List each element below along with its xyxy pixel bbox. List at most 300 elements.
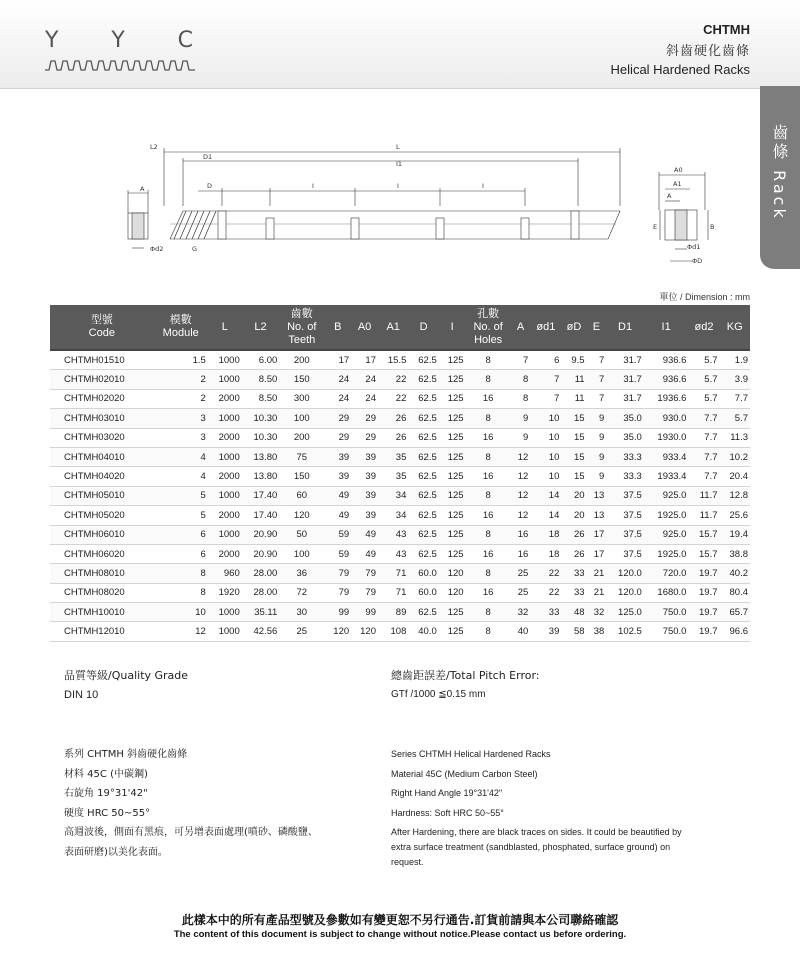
- table-cell: 39: [351, 447, 378, 466]
- table-cell: 16: [466, 389, 511, 408]
- table-cell: 7.7: [688, 447, 719, 466]
- table-cell: 19.7: [688, 564, 719, 583]
- table-cell: 7: [587, 350, 607, 370]
- column-header: [644, 305, 689, 350]
- table-cell: 200: [279, 350, 324, 370]
- table-row: [50, 350, 750, 370]
- table-cell: 72: [279, 583, 324, 602]
- title-english: Helical Hardened Racks: [610, 62, 750, 77]
- table-cell: 125: [439, 525, 466, 544]
- table-cell: 28.00: [242, 564, 280, 583]
- dim-label-L: L: [396, 143, 400, 151]
- table-cell: 28.00: [242, 583, 280, 602]
- table-cell: 34: [378, 486, 408, 505]
- product-code-cell: CHTMH04020: [50, 467, 154, 486]
- table-cell: 300: [279, 389, 324, 408]
- table-cell: 14: [530, 486, 561, 505]
- table-cell: 43: [378, 544, 408, 563]
- column-header-text: KG: [726, 320, 743, 333]
- table-cell: 59: [324, 544, 351, 563]
- table-cell: 8: [466, 409, 511, 428]
- table-cell: 8: [466, 486, 511, 505]
- drawing-label-B: B: [710, 223, 715, 231]
- table-cell: 936.6: [644, 350, 689, 370]
- table-cell: 71: [378, 583, 408, 602]
- spec-en-line: Hardness: Soft HRC 50~55°: [391, 807, 504, 818]
- table-cell: 1000: [208, 622, 242, 641]
- table-cell: 108: [378, 622, 408, 641]
- table-cell: 40: [511, 622, 531, 641]
- table-cell: 48: [561, 603, 586, 622]
- table-cell: 38.8: [720, 544, 751, 563]
- drawing-label-A0: A0: [674, 166, 683, 174]
- column-header: [324, 305, 351, 350]
- table-cell: 12: [511, 506, 531, 525]
- table-cell: 720.0: [644, 564, 689, 583]
- table-cell: 37.5: [606, 525, 644, 544]
- table-cell: 7: [530, 370, 561, 389]
- drawing-label-d2: Φd2: [150, 245, 164, 253]
- table-cell: 39: [530, 622, 561, 641]
- table-cell: 33: [561, 564, 586, 583]
- table-cell: 62.5: [408, 544, 438, 563]
- spec-cn-line: 高週波後，側面有黑痕，可另增表面處理(噴砂、磷酸鹽、: [64, 827, 318, 839]
- column-header-text: 模數: [169, 314, 192, 326]
- table-cell: 933.4: [644, 447, 689, 466]
- table-cell: 62.5: [408, 428, 438, 447]
- table-cell: 8.50: [242, 389, 280, 408]
- product-code-cell: CHTMH02020: [50, 389, 154, 408]
- table-cell: 79: [324, 564, 351, 583]
- column-header: [530, 305, 561, 350]
- column-header-text: A0: [357, 320, 372, 333]
- table-cell: 9: [587, 467, 607, 486]
- dimension-labels: [150, 143, 484, 190]
- product-code-cell: CHTMH06020: [50, 544, 154, 563]
- table-cell: 8: [466, 622, 511, 641]
- table-cell: 16: [466, 467, 511, 486]
- table-cell: 120.0: [606, 583, 644, 602]
- table-cell: 29: [324, 428, 351, 447]
- table-cell: 36: [279, 564, 324, 583]
- table-cell: 11.7: [688, 486, 719, 505]
- spec-notes-english: [391, 745, 682, 870]
- table-cell: 10.2: [720, 447, 751, 466]
- table-cell: 24: [324, 370, 351, 389]
- table-row: [50, 622, 750, 641]
- table-cell: 4: [154, 447, 208, 466]
- table-cell: 10: [530, 409, 561, 428]
- rack-logo-icon: [45, 58, 195, 72]
- table-row: [50, 506, 750, 525]
- table-cell: 39: [324, 447, 351, 466]
- table-cell: 125: [439, 467, 466, 486]
- table-cell: 13: [587, 506, 607, 525]
- table-cell: 35.0: [606, 409, 644, 428]
- table-cell: 33: [561, 583, 586, 602]
- table-cell: 29: [324, 409, 351, 428]
- table-cell: 125: [439, 447, 466, 466]
- table-cell: 62.5: [408, 370, 438, 389]
- table-cell: 100: [279, 409, 324, 428]
- table-cell: 24: [324, 389, 351, 408]
- table-cell: 11: [561, 370, 586, 389]
- table-cell: 29: [351, 428, 378, 447]
- drawing-label-A-left: A: [140, 185, 145, 193]
- table-row: [50, 389, 750, 408]
- table-cell: 62.5: [408, 447, 438, 466]
- table-body: [50, 350, 750, 641]
- table-cell: 125: [439, 486, 466, 505]
- table-row: [50, 370, 750, 389]
- table-cell: 12: [511, 467, 531, 486]
- table-row: [50, 583, 750, 602]
- table-cell: 18: [530, 525, 561, 544]
- table-cell: 15: [561, 467, 586, 486]
- footer-notice-english: The content of this document is subject to change without notice.Please contact us before ordering.: [173, 929, 627, 940]
- table-header-row: [50, 305, 750, 350]
- table-cell: 7: [587, 370, 607, 389]
- table-cell: 13: [587, 486, 607, 505]
- table-row: [50, 486, 750, 505]
- table-cell: 8: [511, 370, 531, 389]
- title-chinese: 斜齒硬化齒條: [665, 44, 750, 59]
- table-cell: 750.0: [644, 622, 689, 641]
- table-cell: 125: [439, 370, 466, 389]
- table-cell: 10.30: [242, 409, 280, 428]
- table-cell: 5.7: [688, 370, 719, 389]
- spec-cn-line: 硬度 HRC 50~55°: [64, 807, 151, 819]
- table-cell: 13.80: [242, 467, 280, 486]
- table-cell: 1000: [208, 525, 242, 544]
- table-cell: 1936.6: [644, 389, 689, 408]
- table-cell: 16: [466, 428, 511, 447]
- column-header-text: I: [450, 320, 454, 333]
- table-cell: 16: [466, 506, 511, 525]
- rack-technical-drawing: [0, 136, 800, 281]
- table-cell: 8: [154, 564, 208, 583]
- dimension-lines: [164, 148, 620, 206]
- table-cell: 35: [378, 447, 408, 466]
- table-cell: 26: [561, 544, 586, 563]
- table-cell: 33: [530, 603, 561, 622]
- brand-logo: [45, 28, 195, 78]
- product-code-cell: CHTMH04010: [50, 447, 154, 466]
- table-cell: 99: [324, 603, 351, 622]
- table-cell: 125: [439, 428, 466, 447]
- table-cell: 19.7: [688, 583, 719, 602]
- table-cell: 35.0: [606, 428, 644, 447]
- table-cell: 34: [378, 506, 408, 525]
- table-cell: 6: [154, 525, 208, 544]
- table-cell: 11.7: [688, 506, 719, 525]
- table-cell: 8.50: [242, 370, 280, 389]
- spec-en-line: Material 45C (Medium Carbon Steel): [391, 768, 538, 779]
- table-cell: 39: [351, 467, 378, 486]
- table-cell: 11: [561, 389, 586, 408]
- table-cell: 1000: [208, 603, 242, 622]
- column-header: [466, 305, 511, 350]
- table-cell: 20: [561, 486, 586, 505]
- spec-en-line: extra surface treatment (sandblasted, phosphated, surface ground) on: [391, 842, 671, 853]
- table-cell: 10: [530, 428, 561, 447]
- column-header-text: L2: [254, 320, 267, 333]
- table-cell: 120: [351, 622, 378, 641]
- table-cell: 15: [561, 409, 586, 428]
- table-cell: 16: [511, 544, 531, 563]
- dim-label-I-3: I: [482, 182, 484, 190]
- table-cell: 750.0: [644, 603, 689, 622]
- table-cell: 26: [378, 428, 408, 447]
- column-header-text: 齒數: [290, 307, 313, 320]
- table-cell: 15.7: [688, 525, 719, 544]
- table-cell: 62.5: [408, 486, 438, 505]
- table-cell: 150: [279, 467, 324, 486]
- table-cell: 25.6: [720, 506, 751, 525]
- table-cell: 125: [439, 506, 466, 525]
- column-header: [688, 305, 719, 350]
- table-cell: 19.7: [688, 603, 719, 622]
- table-cell: 17: [351, 350, 378, 370]
- table-cell: 37.5: [606, 486, 644, 505]
- table-cell: 960: [208, 564, 242, 583]
- table-cell: 9: [587, 428, 607, 447]
- table-cell: 1000: [208, 409, 242, 428]
- table-cell: 60.0: [408, 583, 438, 602]
- table-cell: 125.0: [606, 603, 644, 622]
- table-cell: 12.8: [720, 486, 751, 505]
- table-cell: 2000: [208, 389, 242, 408]
- table-cell: 2000: [208, 506, 242, 525]
- column-header: [242, 305, 280, 350]
- table-cell: 32: [587, 603, 607, 622]
- column-header: [606, 305, 644, 350]
- table-cell: 5.7: [688, 350, 719, 370]
- table-cell: 31.7: [606, 389, 644, 408]
- table-cell: 1000: [208, 370, 242, 389]
- table-cell: 6: [530, 350, 561, 370]
- table-cell: 1000: [208, 350, 242, 370]
- table-cell: 8: [466, 350, 511, 370]
- table-cell: 7: [530, 389, 561, 408]
- pitch-error-value: GTf /1000 ≦0.15 mm: [391, 689, 486, 700]
- table-cell: 5: [154, 486, 208, 505]
- table-cell: 2: [154, 389, 208, 408]
- column-header-text: Teeth: [288, 333, 316, 346]
- table-cell: 10: [530, 447, 561, 466]
- table-cell: 59: [324, 525, 351, 544]
- dim-label-I-2: I: [397, 182, 399, 190]
- column-header: [408, 305, 438, 350]
- table-cell: 5.7: [720, 409, 751, 428]
- table-cell: 20: [561, 506, 586, 525]
- product-code-cell: CHTMH08010: [50, 564, 154, 583]
- table-cell: 2000: [208, 467, 242, 486]
- column-header-text: Holes: [474, 333, 503, 346]
- logo-letter-1: Y: [45, 28, 61, 53]
- table-cell: 5: [154, 506, 208, 525]
- drawing-label-G: G: [192, 245, 198, 253]
- table-cell: 33.3: [606, 447, 644, 466]
- table-cell: 12: [511, 486, 531, 505]
- table-cell: 80.4: [720, 583, 751, 602]
- dim-label-I-1: I: [312, 182, 314, 190]
- table-cell: 21: [587, 583, 607, 602]
- dim-label-D: D: [207, 182, 213, 190]
- table-cell: 8: [466, 370, 511, 389]
- table-cell: 13.80: [242, 447, 280, 466]
- column-header-text: B: [334, 320, 342, 333]
- table-cell: 1920: [208, 583, 242, 602]
- table-cell: 20.90: [242, 544, 280, 563]
- table-cell: 37.5: [606, 544, 644, 563]
- table-cell: 40.0: [408, 622, 438, 641]
- spec-en-line: After Hardening, there are black traces on sides. It could be beautified by: [391, 827, 682, 838]
- product-code-cell: CHTMH02010: [50, 370, 154, 389]
- table-cell: 120: [439, 564, 466, 583]
- table-cell: 33.3: [606, 467, 644, 486]
- table-cell: 10: [154, 603, 208, 622]
- table-cell: 936.6: [644, 370, 689, 389]
- table-cell: 26: [561, 525, 586, 544]
- table-cell: 15.7: [688, 544, 719, 563]
- table-row: [50, 409, 750, 428]
- table-cell: 60: [279, 486, 324, 505]
- logo-letter-2: Y: [111, 28, 127, 53]
- product-code-cell: CHTMH12010: [50, 622, 154, 641]
- table-row: [50, 603, 750, 622]
- table-cell: 10.30: [242, 428, 280, 447]
- table-cell: 62.5: [408, 506, 438, 525]
- drawing-label-A-right: A: [667, 192, 672, 200]
- table-cell: 25: [511, 583, 531, 602]
- table-cell: 8: [466, 564, 511, 583]
- table-cell: 29: [351, 409, 378, 428]
- table-cell: 120: [324, 622, 351, 641]
- table-cell: 2000: [208, 428, 242, 447]
- table-cell: 1930.0: [644, 428, 689, 447]
- table-cell: 31.7: [606, 350, 644, 370]
- table-cell: 1925.0: [644, 506, 689, 525]
- table-cell: 49: [351, 544, 378, 563]
- table-cell: 12: [154, 622, 208, 641]
- table-cell: 1925.0: [644, 544, 689, 563]
- spec-en-line: Right Hand Angle 19°31'42": [391, 788, 503, 799]
- column-header-text: D1: [618, 320, 633, 333]
- pitch-error-block: [391, 667, 540, 700]
- table-cell: 62.5: [408, 525, 438, 544]
- series-code: CHTMH: [703, 22, 750, 37]
- table-cell: 32: [511, 603, 531, 622]
- table-cell: 3: [154, 428, 208, 447]
- table-cell: 125: [439, 409, 466, 428]
- footer-notice-chinese: 此樣本中的所有產品型號及參數如有變更恕不另行通告.訂貨前請與本公司聯絡確認: [181, 913, 619, 927]
- column-header: [511, 305, 531, 350]
- table-cell: 3.9: [720, 370, 751, 389]
- page-footer: [0, 911, 800, 940]
- rack-side-view-right: [659, 172, 708, 261]
- table-cell: 8: [511, 389, 531, 408]
- table-cell: 39: [324, 467, 351, 486]
- table-cell: 200: [279, 428, 324, 447]
- spec-cn-line: 右旋角 19°31'42": [64, 788, 148, 800]
- table-row: [50, 544, 750, 563]
- table-cell: 120.0: [606, 564, 644, 583]
- table-cell: 22: [530, 564, 561, 583]
- table-cell: 49: [351, 525, 378, 544]
- column-header-text: No. of: [473, 320, 503, 333]
- table-cell: 24: [351, 389, 378, 408]
- column-header-text: A: [516, 320, 525, 333]
- spec-cn-line: 材料 45C (中碳鋼): [64, 768, 148, 780]
- table-cell: 35: [378, 467, 408, 486]
- column-header: [720, 305, 751, 350]
- table-cell: 925.0: [644, 525, 689, 544]
- column-header: [439, 305, 466, 350]
- column-header: [378, 305, 408, 350]
- table-cell: 71: [378, 564, 408, 583]
- table-cell: 17.40: [242, 486, 280, 505]
- table-cell: 62.5: [408, 389, 438, 408]
- table-cell: 21: [587, 564, 607, 583]
- table-cell: 7.7: [720, 389, 751, 408]
- table-cell: 1680.0: [644, 583, 689, 602]
- table-cell: 11.3: [720, 428, 751, 447]
- quality-grade-block: [64, 667, 188, 701]
- side-tab-label: 齒條 Rack: [770, 124, 789, 221]
- unit-note: 單位 / Dimension : mm: [659, 292, 750, 302]
- table-cell: 1000: [208, 486, 242, 505]
- table-cell: 120: [279, 506, 324, 525]
- table-row: [50, 564, 750, 583]
- quality-grade-value: DIN 10: [64, 689, 99, 701]
- table-cell: 930.0: [644, 409, 689, 428]
- table-row: [50, 428, 750, 447]
- drawing-label-A1: A1: [673, 180, 682, 188]
- table-cell: 25: [279, 622, 324, 641]
- table-cell: 22: [530, 583, 561, 602]
- table-cell: 8: [466, 603, 511, 622]
- table-cell: 125: [439, 544, 466, 563]
- table-cell: 38: [587, 622, 607, 641]
- table-cell: 1.9: [720, 350, 751, 370]
- specification-table: [50, 305, 750, 642]
- table-cell: 2: [154, 370, 208, 389]
- table-cell: 79: [351, 583, 378, 602]
- table-cell: 43: [378, 525, 408, 544]
- table-row: [50, 525, 750, 544]
- table-cell: 7.7: [688, 467, 719, 486]
- table-cell: 22: [378, 389, 408, 408]
- table-cell: 9: [511, 409, 531, 428]
- rack-body: [170, 211, 620, 239]
- logo-letter-3: C: [177, 28, 195, 53]
- product-code-cell: CHTMH03010: [50, 409, 154, 428]
- page-header: [0, 0, 800, 89]
- table-cell: 8: [154, 583, 208, 602]
- table-cell: 125: [439, 389, 466, 408]
- table-cell: 96.6: [720, 622, 751, 641]
- table-cell: 39: [351, 486, 378, 505]
- product-code-cell: CHTMH08020: [50, 583, 154, 602]
- drawing-label-d1: Φd1: [687, 243, 701, 251]
- column-header-text: A1: [386, 320, 400, 333]
- table-cell: 1000: [208, 447, 242, 466]
- table-cell: 15.5: [378, 350, 408, 370]
- table-cell: 62.5: [408, 409, 438, 428]
- table-cell: 25: [511, 564, 531, 583]
- column-header: [351, 305, 378, 350]
